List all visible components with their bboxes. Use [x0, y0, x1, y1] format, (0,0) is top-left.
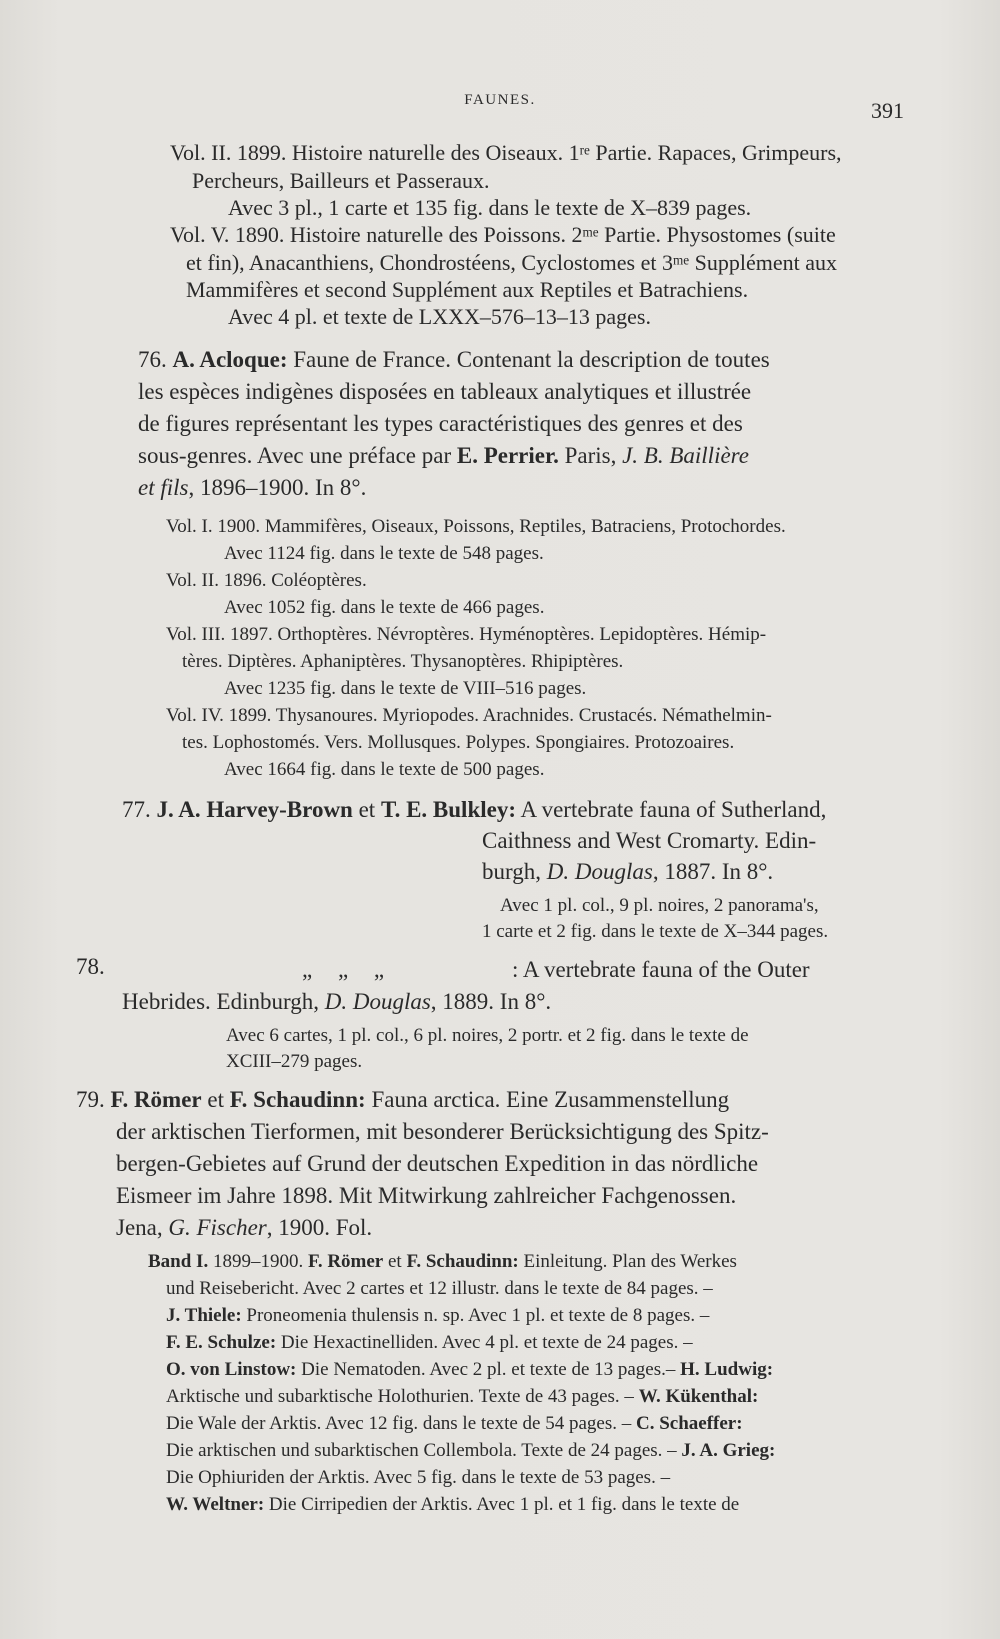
- entry-author: T. E. Bulkley:: [380, 797, 516, 822]
- text-line: Avec 1052 fig. dans le texte de 466 pages.: [224, 597, 545, 618]
- text-line: Avec 1664 fig. dans le texte de 500 pages.: [224, 759, 545, 780]
- text-line: Percheurs, Bailleurs et Passeraux.: [192, 168, 490, 193]
- text-line: Avec 1124 fig. dans le texte de 548 pages.: [224, 543, 544, 564]
- text-line: Vol. III. 1897. Orthoptères. Névroptères. Hyménoptères. Lepidoptères. Hémip-: [166, 624, 767, 645]
- text-line: Band I. 1899–1900. F. Römer et F. Schaudinn: Einleitung. Plan des Werkes: [148, 1251, 737, 1272]
- text-line: XCIII–279 pages.: [226, 1051, 363, 1072]
- text-line: les espèces indigènes disposées en tableaux analytiques et illustrée: [138, 379, 752, 404]
- text-line: : A vertebrate fauna of the Outer: [512, 957, 810, 982]
- text-line: Avec 6 cartes, 1 pl. col., 6 pl. noires, 2 portr. et 2 fig. dans le texte de: [226, 1025, 749, 1046]
- text-line: J. Thiele: Proneomenia thulensis n. sp. Avec 1 pl. et texte de 8 pages. –: [166, 1305, 710, 1326]
- text-line: Vol. II. 1899. Histoire naturelle des Oiseaux. 1re Partie. Rapaces, Grimpeurs,: [170, 140, 842, 165]
- entry-author: J. A. Harvey-Brown: [156, 797, 353, 822]
- text-line: Arktische und subarktische Holothurien. Texte de 43 pages. – W. Kükenthal:: [166, 1386, 759, 1407]
- ditto-marks: „ „ „: [302, 957, 385, 982]
- page-number: 391: [871, 98, 904, 123]
- text-line: O. von Linstow: Die Nematoden. Avec 2 pl. et texte de 13 pages.– H. Ludwig:: [166, 1359, 774, 1380]
- entry-76-line: 76. A. Acloque: Faune de France. Contenant la description de toutes: [138, 347, 770, 372]
- text-line: der arktischen Tierformen, mit besonderer Berücksichtigung des Spitz-: [116, 1119, 769, 1144]
- text-line: Vol. V. 1890. Histoire naturelle des Poissons. $2^{me}$ Partie. Physostomes (suite: [170, 222, 836, 247]
- entry-author: F. Römer: [110, 1087, 202, 1112]
- text-line: tes. Lophostomés. Vers. Mollusques. Polypes. Spongiaires. Protozoaires.: [182, 732, 735, 753]
- text-line: Mammifères et second Supplément aux Reptiles et Batrachiens.: [186, 277, 749, 302]
- text-line: W. Weltner: Die Cirripedien der Arktis. Avec 1 pl. et 1 fig. dans le texte de: [166, 1494, 740, 1515]
- page-header: [0, 92, 1000, 132]
- text-line: Vol. I. 1900. Mammifères, Oiseaux, Poissons, Reptiles, Batraciens, Protochordes.: [166, 516, 786, 537]
- text-line: de figures représentant les types caractéristiques des genres et des: [138, 411, 743, 436]
- text-line: Caithness and West Cromarty. Edin-: [482, 828, 817, 853]
- text-line: Die arktischen und subarktischen Collembola. Texte de 24 pages. – J. A. Grieg:: [166, 1440, 776, 1461]
- text-line: Jena, G. Fischer, 1900. Fol.: [116, 1215, 373, 1240]
- text-line: tères. Diptères. Aphaniptères. Thysanoptères. Rhipiptères.: [182, 651, 624, 672]
- entry-77-line: 77. J. A. Harvey-Brown et T. E. Bulkley: A vertebrate fauna of Sutherland,: [122, 797, 827, 822]
- entry-author: A. Acloque:: [172, 347, 288, 372]
- text-line: bergen-Gebietes auf Grund der deutschen Expedition in das nördliche: [116, 1151, 759, 1176]
- entry-number: 77.: [122, 797, 151, 822]
- text-line: 1 carte et 2 fig. dans le texte de X–344 pages.: [482, 921, 829, 942]
- text-line: Eismeer im Jahre 1898. Mit Mitwirkung zahlreicher Fachgenossen.: [116, 1183, 737, 1208]
- text-line: Die Ophiuriden der Arktis. Avec 5 fig. dans le texte de 53 pages. –: [166, 1467, 671, 1488]
- text-line: Die Wale der Arktis. Avec 12 fig. dans le texte de 54 pages. – C. Schaeffer:: [166, 1413, 743, 1434]
- text-line: Avec 4 pl. et texte de LXXX–576–13–13 pages.: [228, 304, 651, 329]
- text-line: und Reisebericht. Avec 2 cartes et 12 illustr. dans le texte de 84 pages. –: [166, 1278, 713, 1299]
- text-line: Avec 1 pl. col., 9 pl. noires, 2 panorama's,: [500, 895, 819, 916]
- entry-number: 76.: [138, 347, 167, 372]
- running-title: FAUNES.: [464, 92, 536, 108]
- text-line: Avec 3 pl., 1 carte et 135 fig. dans le texte de X–839 pages.: [228, 195, 752, 220]
- entry-author: F. Schaudinn:: [229, 1087, 366, 1112]
- text-line: et fin), Anacanthiens, Chondrostéens, Cyclostomes et $3^{me}$ Supplément aux: [186, 250, 837, 275]
- text-line: et fils, 1896–1900. In 8°.: [138, 475, 367, 500]
- text-line: sous-genres. Avec une préface par E. Perrier. Paris, J. B. Baillière: [138, 443, 749, 468]
- entry-number: 79.: [76, 1087, 105, 1112]
- text-line: burgh, D. Douglas, 1887. In 8°.: [482, 859, 774, 884]
- text-line: Vol. IV. 1899. Thysanoures. Myriopodes. Arachnides. Crustacés. Némathelmin-: [166, 705, 772, 726]
- entry-number: 78.: [76, 954, 105, 979]
- text-line: F. E. Schulze: Die Hexactinelliden. Avec 4 pl. et texte de 24 pages. –: [166, 1332, 693, 1353]
- text-line: Hebrides. Edinburgh, D. Douglas, 1889. In 8°.: [122, 989, 552, 1014]
- entry-79-line: 79. F. Römer et F. Schaudinn: Fauna arctica. Eine Zusammenstellung: [76, 1087, 730, 1112]
- text-line: Avec 1235 fig. dans le texte de VIII–516 pages.: [224, 678, 587, 699]
- text-line: Vol. II. 1896. Coléoptères.: [166, 570, 367, 591]
